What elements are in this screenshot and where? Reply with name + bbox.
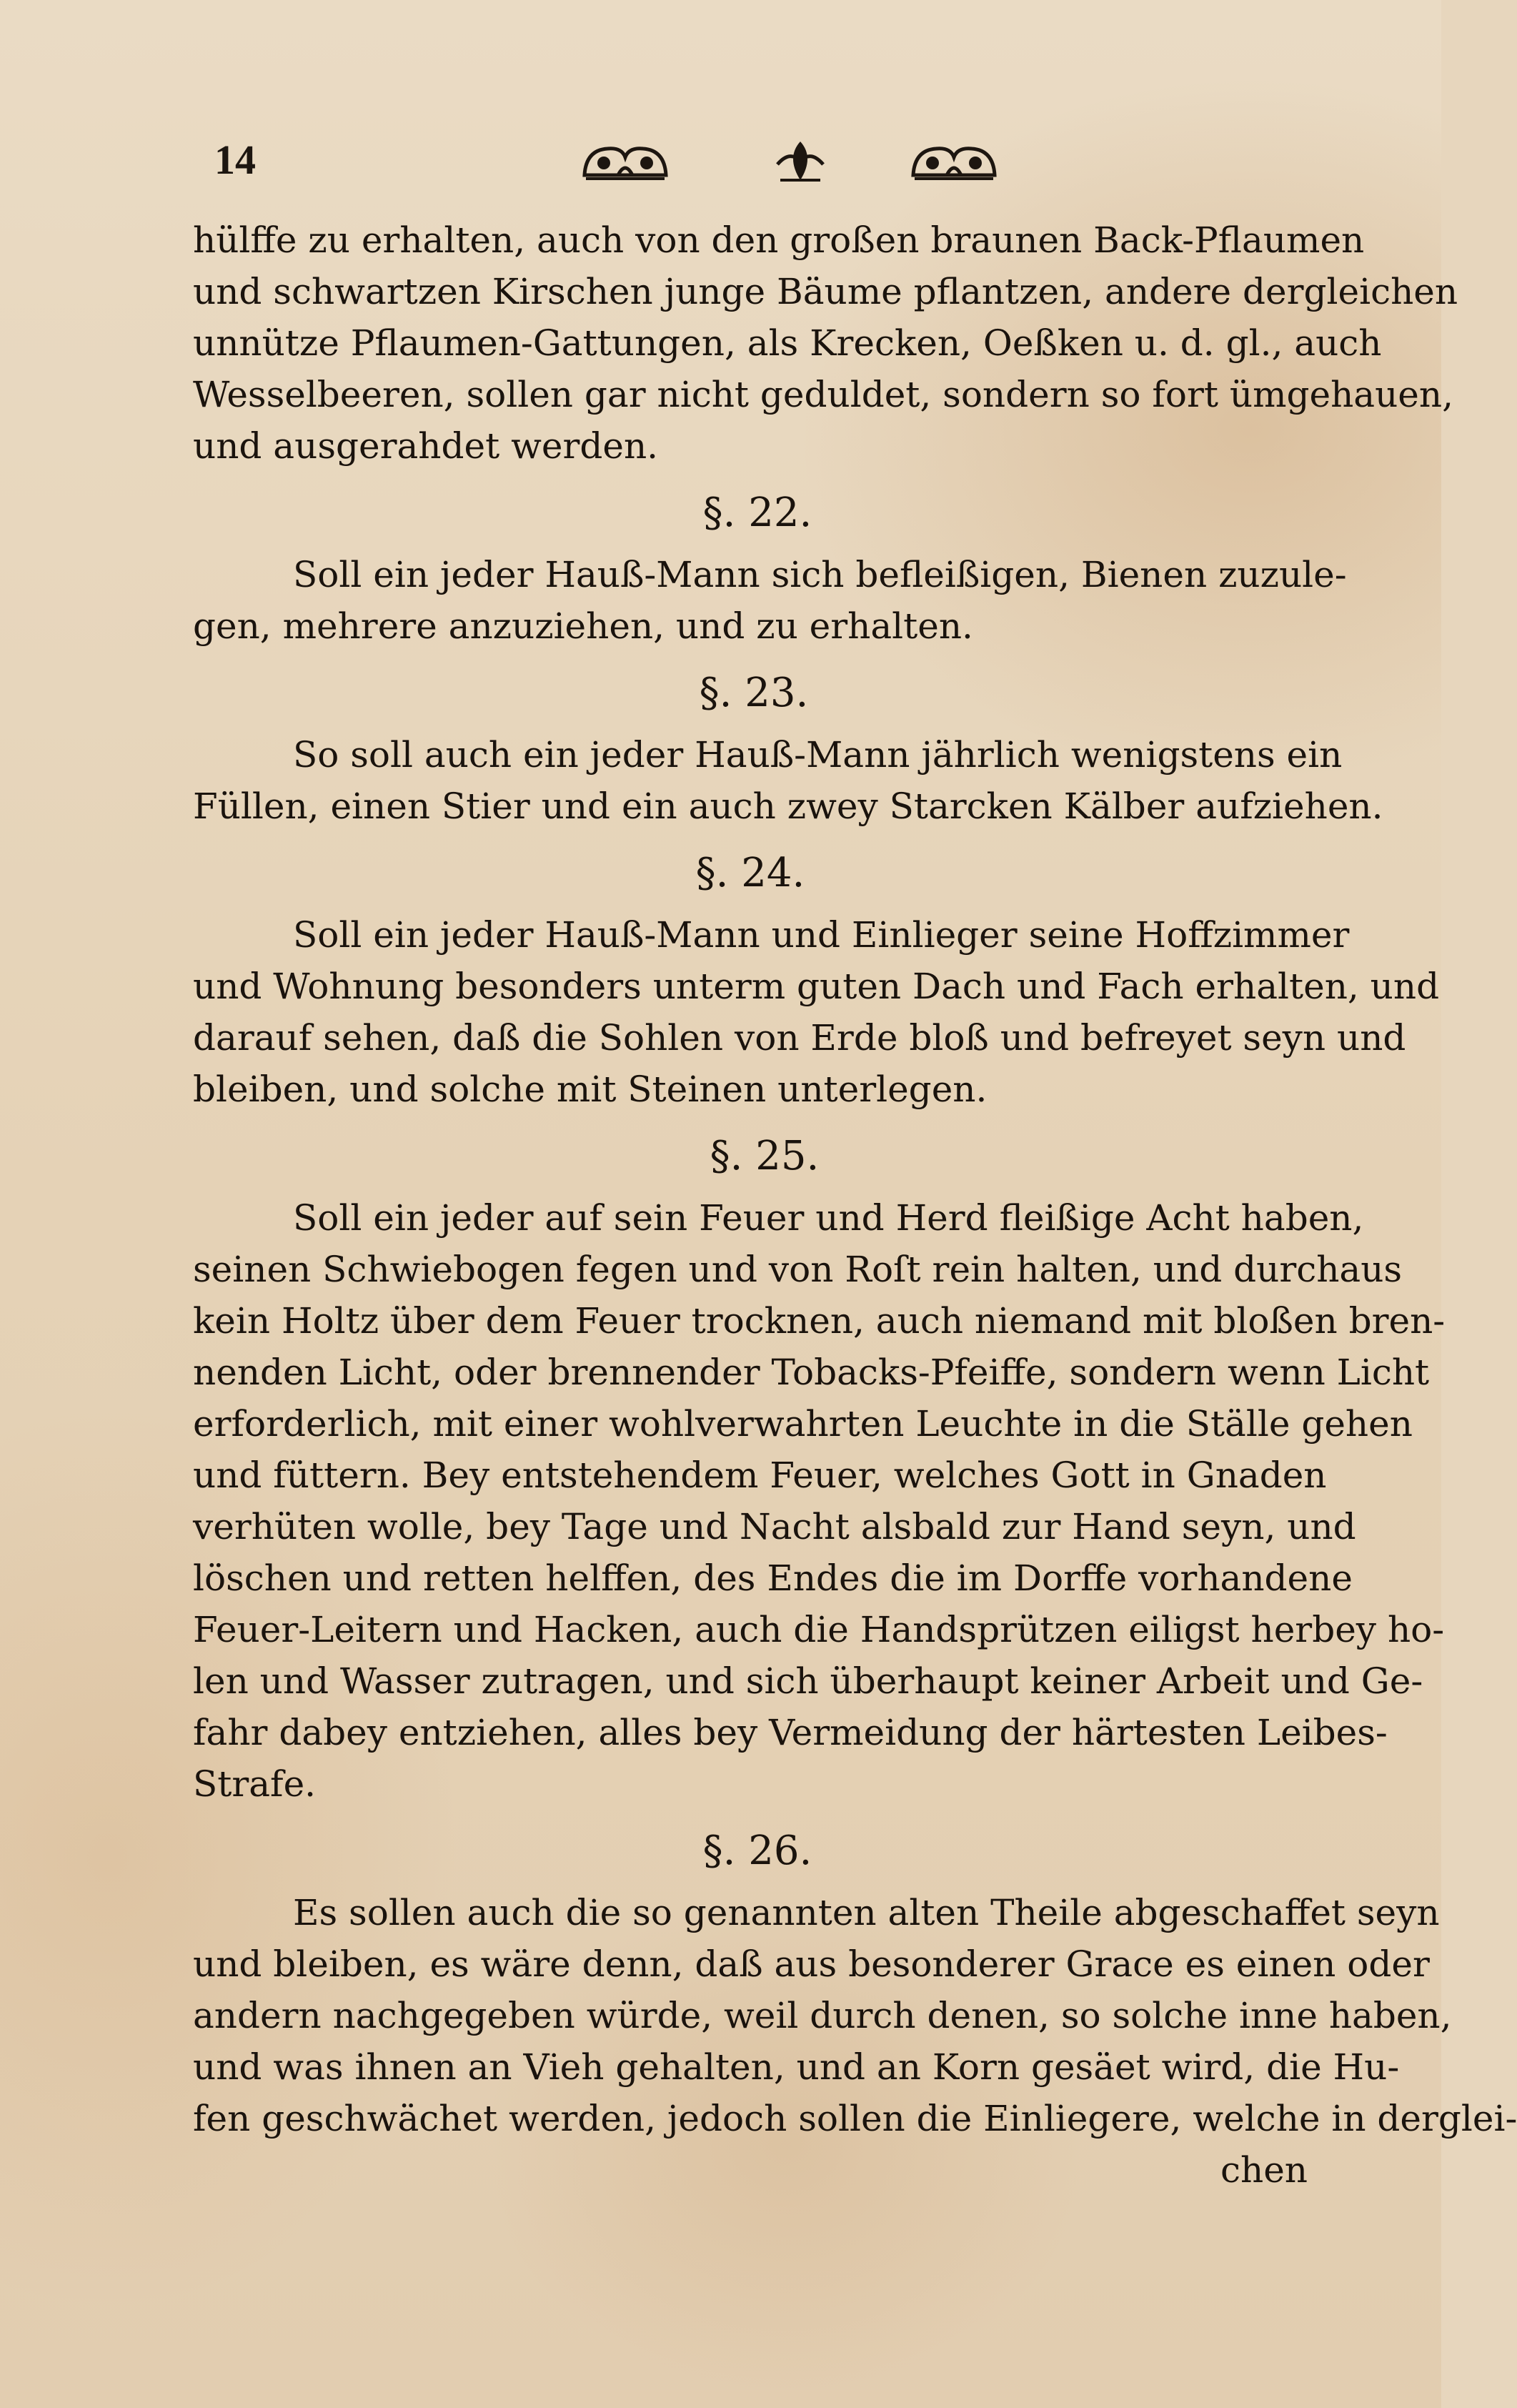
fleuron-ornament-icon <box>772 136 829 186</box>
text-line: und was ihnen an Vieh gehalten, und an Korn gesäet wird, die Hu- <box>193 2046 1400 2088</box>
text-line: andern nachgegeben würde, weil durch denen, so solche inne haben, <box>193 1995 1452 2036</box>
fleuron-ornament-icon <box>907 136 1000 186</box>
text-line: So soll auch ein jeder Hauß-Mann jährlich wenigstens ein <box>293 734 1343 776</box>
text-line: Soll ein jeder auf sein Feuer und Herd fleißige Acht haben, <box>293 1197 1364 1239</box>
text-line: Es sollen auch die so genannten alten Theile abgeschaffet seyn <box>293 1892 1440 1933</box>
text-line: verhüten wolle, bey Tage und Nacht alsbald zur Hand seyn, und <box>193 1506 1356 1547</box>
text-line: und füttern. Bey entstehendem Feuer, welches Gott in Gnaden <box>193 1455 1327 1496</box>
text-line: und ausgerahdet werden. <box>193 425 659 467</box>
paragraph-22 <box>193 549 1347 652</box>
text-line: und schwartzen Kirschen junge Bäume pflantzen, andere dergleichen <box>193 271 1458 312</box>
text-line: nenden Licht, oder brennender Tobacks-Pfeiffe, sondern wenn Licht <box>193 1352 1430 1393</box>
text-line: bleiben, und solche mit Steinen unterlegen. <box>193 1069 988 1110</box>
section-heading-24: §. 24. <box>695 850 805 896</box>
catchword: chen <box>1220 2149 1308 2191</box>
text-line: len und Wasser zutragen, und sich überhaupt keiner Arbeit und Ge- <box>193 1660 1423 1702</box>
text-line: und bleiben, es wäre denn, daß aus besonderer Grace es einen oder <box>193 1943 1430 1985</box>
text-line: hülffe zu erhalten, auch von den großen braunen Back-Pflaumen <box>193 219 1365 261</box>
text-line: Füllen, einen Stier und ein auch zwey Starcken Kälber aufziehen. <box>193 786 1383 827</box>
section-heading-22: §. 22. <box>702 490 812 536</box>
text-line: unnütze Pflaumen-Gattungen, als Krecken, Oeßken u. d. gl., auch <box>193 322 1382 364</box>
text-line: kein Holtz über dem Feuer trocknen, auch niemand mit bloßen bren- <box>193 1300 1446 1342</box>
text-line: Soll ein jeder Hauß-Mann und Einlieger seine Hoffzimmer <box>293 914 1350 956</box>
text-line: erforderlich, mit einer wohlverwahrten Leuchte in die Ställe gehen <box>193 1403 1413 1445</box>
paragraph-25 <box>193 1192 1446 1810</box>
text-line: löschen und retten helffen, des Endes die im Dorffe vorhandene <box>193 1557 1353 1599</box>
text-line: fahr dabey entziehen, alles bey Vermeidung der härtesten Leibes- <box>193 1712 1388 1753</box>
paragraph-23 <box>193 729 1383 832</box>
section-heading-23: §. 23. <box>699 670 809 716</box>
text-line: fen geschwächet werden, jedoch sollen die Einliegere, welche in derglei- <box>193 2098 1517 2139</box>
paragraph-26 <box>193 1887 1517 2196</box>
page-body <box>193 214 1517 2196</box>
text-line: und Wohnung besonders unterm guten Dach und Fach erhalten, und <box>193 966 1440 1007</box>
text-line: gen, mehrere anzuziehen, und zu erhalten. <box>193 605 973 647</box>
paragraph-24 <box>193 909 1440 1115</box>
paragraph-21-continued <box>193 214 1458 472</box>
text-line: seinen Schwiebogen fegen und von Roſt rein halten, und durchaus <box>193 1249 1403 1290</box>
page-number: 14 <box>214 137 256 183</box>
text-line: Wesselbeeren, sollen gar nicht geduldet, sondern so fort ümgehauen, <box>193 374 1453 415</box>
text-line: Strafe. <box>193 1763 317 1805</box>
text-line: Feuer-Leitern und Hacken, auch die Handsprützen eiligst herbey ho- <box>193 1609 1445 1650</box>
text-line: Soll ein jeder Hauß-Mann sich befleißigen, Bienen zuzule- <box>293 554 1347 595</box>
section-heading-26: §. 26. <box>702 1828 812 1874</box>
fleuron-ornament-icon <box>579 136 672 186</box>
text-line: darauf sehen, daß die Sohlen von Erde bloß und befreyet seyn und <box>193 1017 1406 1059</box>
page-header <box>214 122 1300 200</box>
section-heading-25: §. 25. <box>710 1133 820 1179</box>
